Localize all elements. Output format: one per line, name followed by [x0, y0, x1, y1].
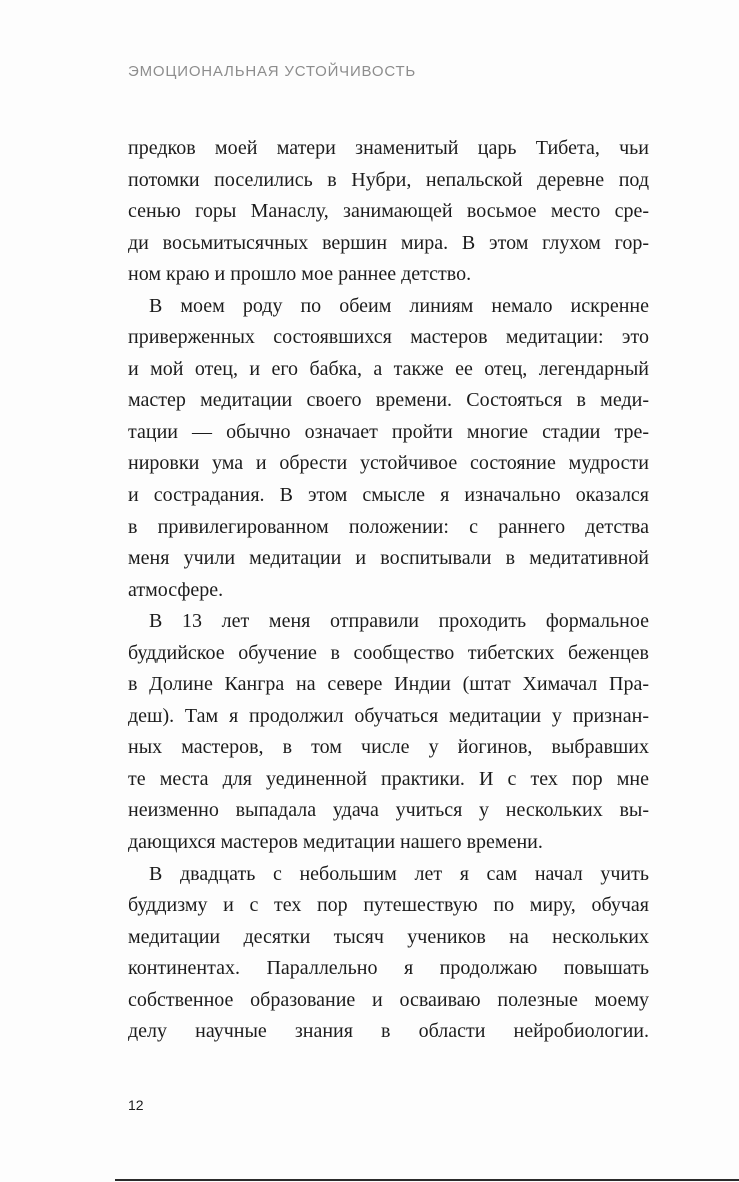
text-line: ди восьмитысячных вершин мира. В этом глухом гор-	[128, 231, 649, 254]
text-line: дающихся мастеров медитации нашего времени.	[128, 831, 543, 854]
text-line: нировки ума и обрести устойчивое состояние мудрости	[128, 452, 649, 475]
text-line: буддизму и с тех пор путешествую по миру, обучая	[128, 894, 649, 917]
text-line: континентах. Параллельно я продолжаю повышать	[128, 957, 649, 980]
text-line: ных мастеров, в том числе у йогинов, выбравших	[128, 736, 649, 759]
paragraph	[128, 859, 649, 1048]
text-line: медитации десятки тысяч учеников на нескольких	[128, 925, 649, 948]
text-line: атмосфере.	[128, 578, 224, 601]
page-number: 12	[128, 1097, 144, 1113]
text-line: В двадцать с небольшим лет я сам начал учить	[149, 862, 649, 885]
text-line: те места для уединенной практики. И с тех пор мне	[128, 767, 649, 790]
text-line: собственное образование и осваиваю полезные моему	[128, 988, 649, 1011]
text-line: неизменно выпадала удача учиться у нескольких вы-	[128, 799, 649, 822]
text-line: ном краю и прошло мое раннее детство.	[128, 263, 472, 286]
running-header: ЭМОЦИОНАЛЬНАЯ УСТОЙЧИВОСТЬ	[128, 63, 417, 80]
text-line: сенью горы Манаслу, занимающей восьмое место сре-	[128, 200, 649, 223]
text-line: В моем роду по обеим линиям немало искренне	[149, 294, 649, 317]
text-line: тации — обычно означает пройти многие стадии тре-	[128, 420, 649, 443]
bottom-edge-line	[115, 1179, 739, 1181]
text-line: В 13 лет меня отправили проходить формальное	[149, 610, 649, 633]
text-line: и мой отец, и его бабка, а также ее отец, легендарный	[128, 357, 649, 380]
text-line: делу научные знания в области нейробиологии.	[128, 1020, 649, 1043]
text-line: деш). Там я продолжил обучаться медитации у признан-	[128, 704, 649, 727]
text-line: и сострадания. В этом смысле я изначально оказался	[128, 484, 649, 507]
paragraph	[128, 291, 649, 606]
text-line: меня учили медитации и воспитывали в медитативной	[128, 547, 649, 570]
body-text-block	[128, 133, 649, 1048]
text-line: предков моей матери знаменитый царь Тибета, чьи	[128, 137, 649, 159]
text-line: потомки поселились в Нубри, непальской деревне под	[128, 168, 649, 191]
text-line: в Долине Кангра на севере Индии (штат Химачал Пра-	[128, 673, 649, 696]
paragraph	[128, 606, 649, 858]
text-line: буддийское обучение в сообщество тибетских беженцев	[128, 641, 649, 664]
paragraph	[128, 133, 649, 291]
text-line: мастер медитации своего времени. Состояться в меди-	[128, 389, 649, 412]
text-line: в привилегированном положении: с раннего детства	[128, 515, 649, 538]
text-line: приверженных состоявшихся мастеров медитации: это	[128, 326, 649, 349]
